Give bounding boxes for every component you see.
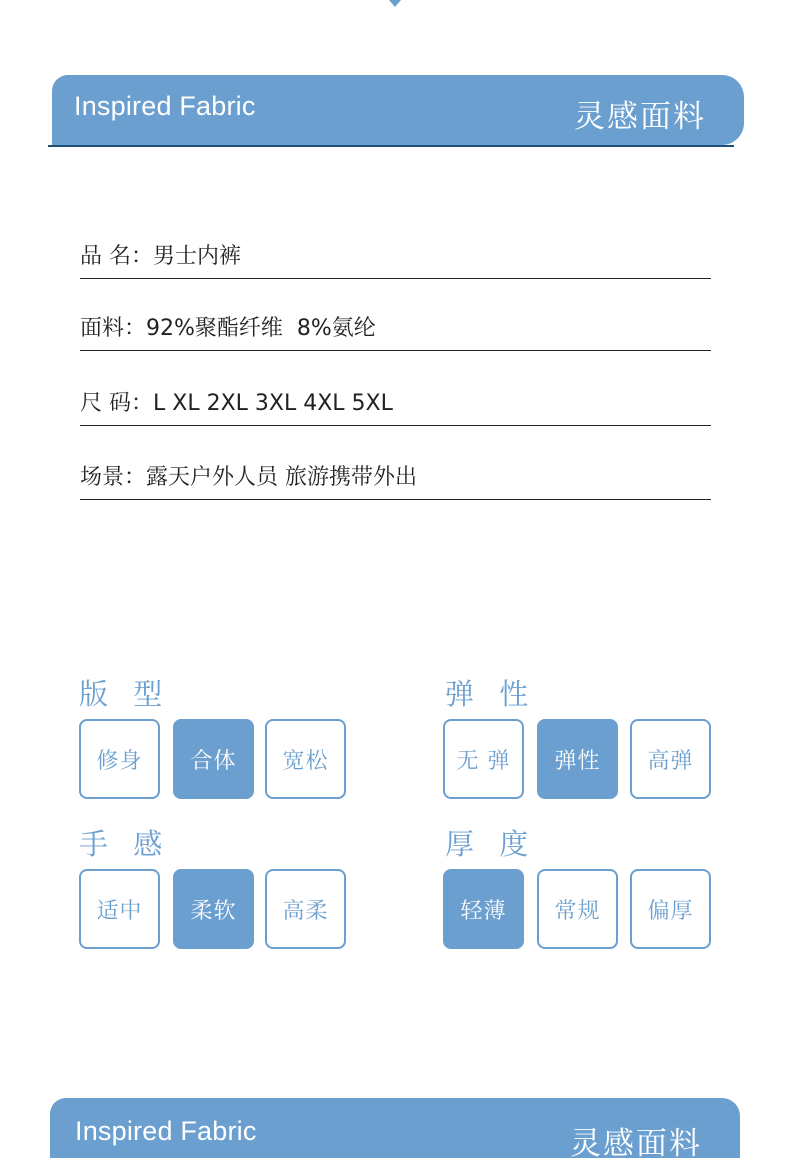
info-row-scene [80,460,711,500]
feel-option-extra-soft: 高柔 [265,869,346,949]
fit-title: 版 型 [79,677,171,711]
fit-option-slim: 修身 [79,719,160,799]
thickness-option-regular: 常规 [537,869,618,949]
banner-title-cn: 灵感面料 [574,99,706,135]
thickness-option-thin: 轻薄 [443,869,524,949]
info-label: 场景： [80,465,147,490]
banner-title-en: Inspired Fabric [74,91,256,121]
info-value: 男士内裤 [153,244,242,269]
footer-banner [50,1098,740,1162]
elasticity-title: 弹 性 [445,677,537,711]
banner-title-cn: 灵感面料 [570,1126,702,1162]
info-value: 92%聚酯纤维 8%氨纶 [146,316,376,341]
feel-title: 手 感 [79,827,171,861]
fit-option-regular: 合体 [173,719,254,799]
feel-option-medium: 适中 [79,869,160,949]
banner-title-en: Inspired Fabric [75,1116,257,1146]
elasticity-option-elastic: 弹性 [537,719,618,799]
info-row-name [80,239,711,279]
info-label: 尺 码： [80,391,153,416]
elasticity-option-none: 无 弹 [443,719,524,799]
thickness-title: 厚 度 [445,827,537,861]
thickness-option-thick: 偏厚 [630,869,711,949]
info-label: 品 名： [80,244,153,269]
info-row-fabric [80,311,711,351]
header-banner [52,75,744,145]
top-arrow-icon [389,0,401,7]
feel-option-soft: 柔软 [173,869,254,949]
fit-option-loose: 宽松 [265,719,346,799]
elasticity-option-high: 高弹 [630,719,711,799]
info-value: L XL 2XL 3XL 4XL 5XL [153,391,393,416]
info-value: 露天户外人员 旅游携带外出 [146,465,418,490]
info-row-size [80,386,711,426]
info-label: 面料： [80,316,147,341]
